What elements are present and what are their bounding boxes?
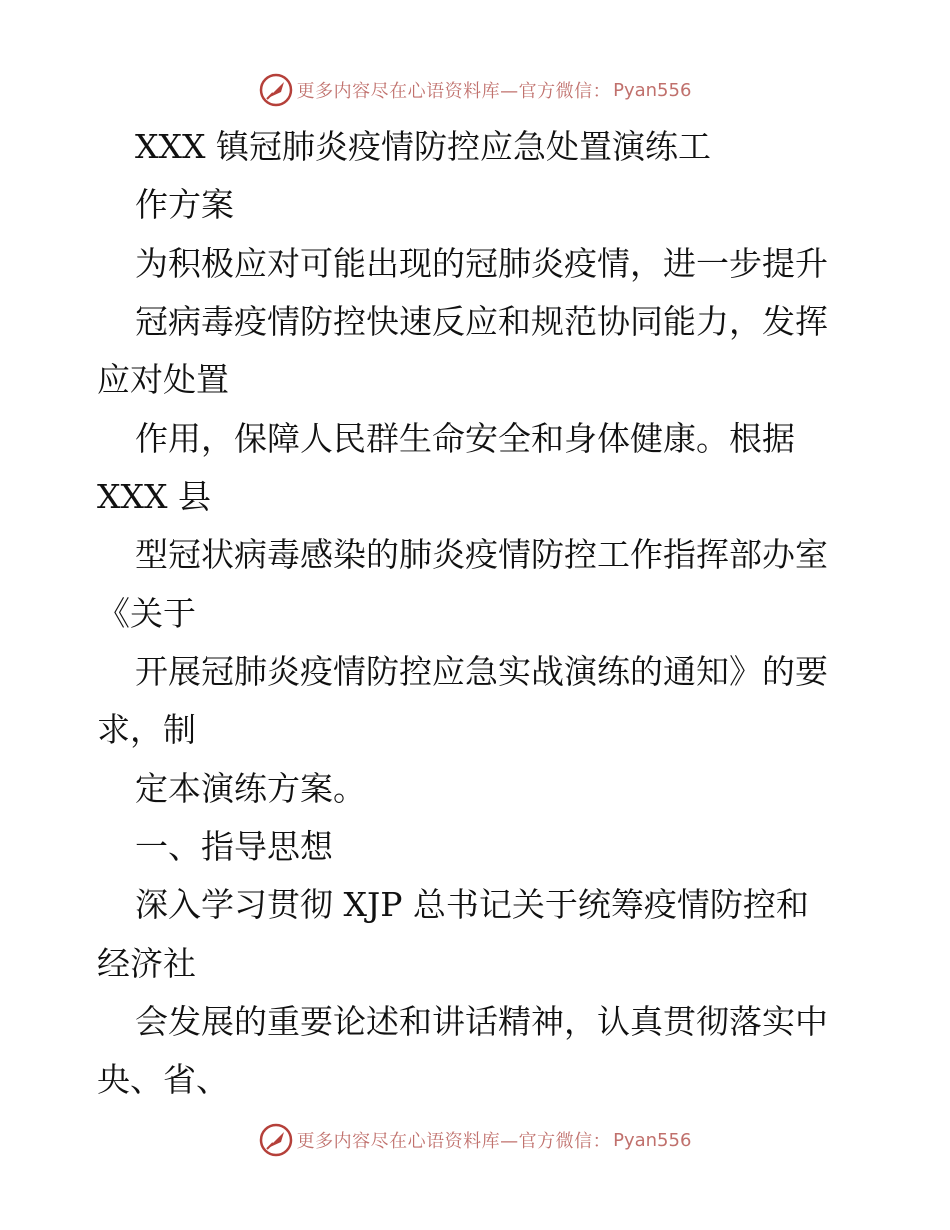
banner-wechat-id: Pyan556 xyxy=(613,79,692,101)
text-line: 为积极应对可能出现的冠肺炎疫情，进一步提升 xyxy=(135,244,828,283)
text-line: 作方案 xyxy=(135,185,234,224)
text-line: 深入学习贯彻 XJP 总书记关于统筹疫情防控和 xyxy=(135,885,809,924)
footer-watermark-banner xyxy=(0,1120,950,1160)
text-line: 应对处置 xyxy=(97,360,229,399)
text-line: 央、省、 xyxy=(97,1060,229,1099)
text-line: 开展冠肺炎疫情防控应急实战演练的通知》的要 xyxy=(135,652,828,691)
text-line: 会发展的重要论述和讲话精神，认真贯彻落实中 xyxy=(135,1002,828,1041)
text-line: 型冠状病毒感染的肺炎疫情防控工作指挥部办室 xyxy=(135,535,828,574)
header-watermark-banner xyxy=(0,70,950,110)
text-line: 求，制 xyxy=(97,710,196,749)
text-line: 经济社 xyxy=(97,944,196,983)
banner-wechat-id: Pyan556 xyxy=(613,1129,692,1151)
quill-logo-icon xyxy=(259,73,293,107)
banner-text: 更多内容尽在心语资料库—官方微信： xyxy=(296,81,612,102)
text-line: XXX 镇冠肺炎疫情防控应急处置演练工 xyxy=(135,127,711,166)
quill-logo-icon xyxy=(259,1123,293,1157)
section-heading: 一、指导思想 xyxy=(135,827,333,866)
banner-text: 更多内容尽在心语资料库—官方微信： xyxy=(296,1131,612,1152)
text-line: XXX 县 xyxy=(97,477,211,516)
text-line: 冠病毒疫情防控快速反应和规范协同能力，发挥 xyxy=(135,302,828,341)
text-line: 作用，保障人民群生命安全和身体健康。根据 xyxy=(135,419,795,458)
text-line: 《关于 xyxy=(97,594,196,633)
text-line: 定本演练方案。 xyxy=(135,769,366,808)
